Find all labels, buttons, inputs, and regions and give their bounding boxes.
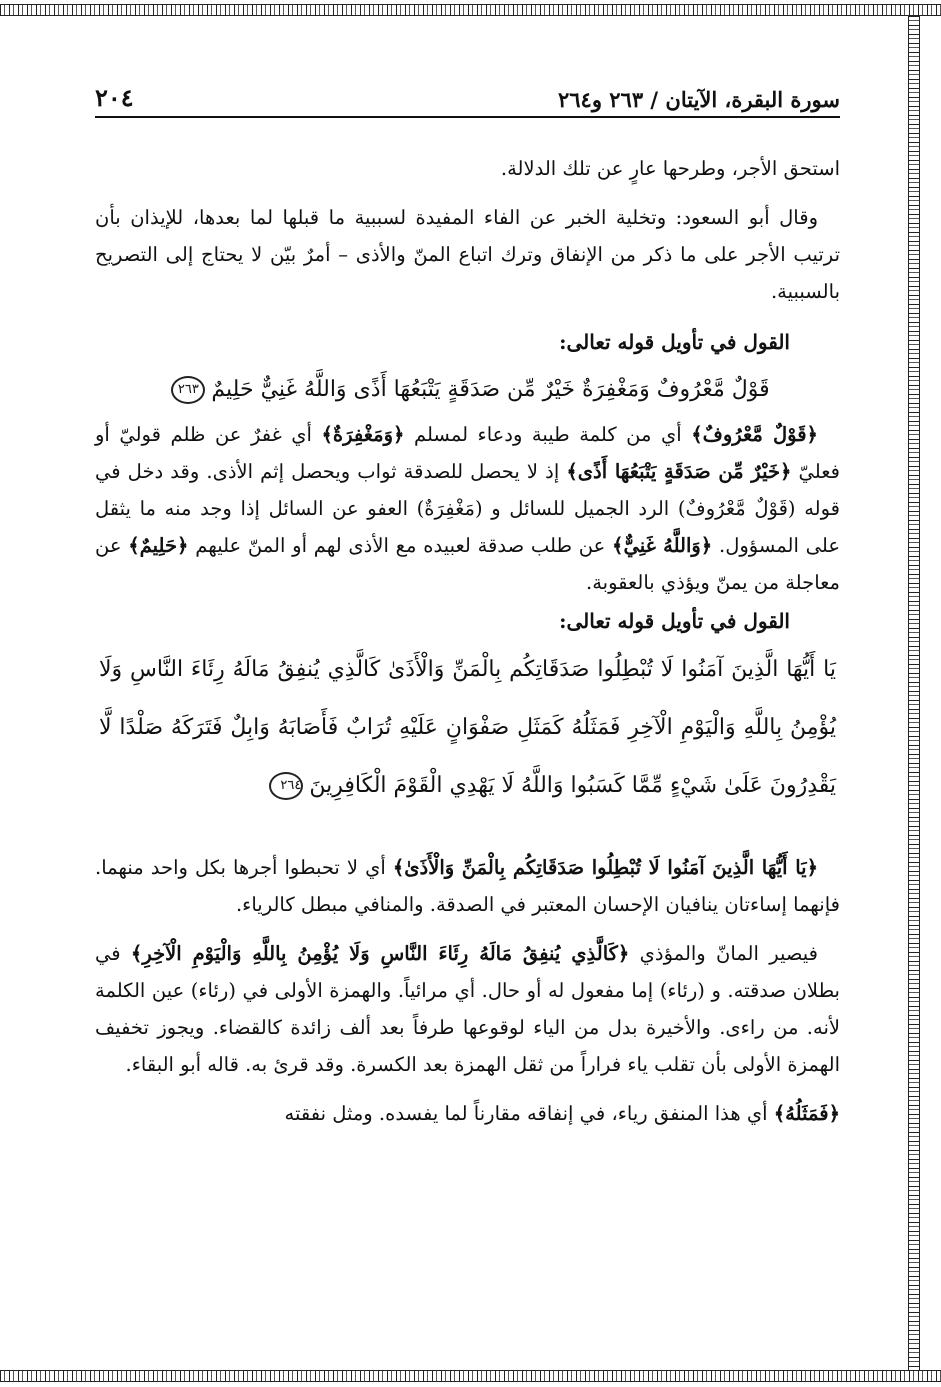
paragraph-6 xyxy=(95,1095,840,1132)
top-decorative-border xyxy=(0,4,941,16)
bottom-decorative-border xyxy=(0,1370,941,1382)
section-heading-1: القول في تأويل قوله تعالى: xyxy=(559,330,790,354)
page-header xyxy=(95,82,840,118)
quote: ﴿خَيْرٌ مِّن صَدَقَةٍ يَتْبَعُهَا أَذًى﴾ xyxy=(566,460,792,483)
paragraph-4 xyxy=(95,849,840,923)
page-number: ٢٠٤ xyxy=(95,83,134,112)
verse-text: قَوْلٌ مَّعْرُوفٌ وَمَغْفِرَةٌ خَيْرٌ مِّن صَدَقَةٍ يَتْبَعُهَا أَذًى وَاللَّهُ غَنِيٌّ حَلِيمٌ xyxy=(211,377,770,402)
quran-verse-264 xyxy=(95,641,840,815)
verse-text: يَا أَيُّهَا الَّذِينَ آمَنُوا لَا تُبْطِلُوا صَدَقَاتِكُم بِالْمَنِّ وَالْأَذَىٰ كَالَّذِي يُنفِقُ مَالَهُ رِئَاءَ النَّاسِ وَلَا يُؤْمِنُ بِاللَّهِ وَالْيَوْمِ الْآخِرِ فَمَثَلُهُ كَمَثَلِ صَفْوَانٍ عَلَيْهِ تُرَابٌ فَأَصَابَهُ وَابِلٌ فَتَرَكَهُ صَلْدًا لَّا يَقْدِرُونَ عَلَىٰ شَيْءٍ مِّمَّا كَسَبُوا وَاللَّهُ لَا يَهْدِي الْقَوْمَ الْكَافِرِينَ xyxy=(99,657,836,798)
text: عن معاجلة من يمنّ ويؤذي بالعقوبة. xyxy=(95,534,840,594)
text: فيصير المانّ والمؤذي xyxy=(629,942,818,965)
page-body xyxy=(95,150,840,1132)
paragraph-1: استحق الأجر، وطرحها عارٍ عن تلك الدلالة. xyxy=(500,157,840,180)
running-title: سورة البقرة، الآيتان / ٢٦٣ و٢٦٤ xyxy=(557,87,840,112)
right-decorative-border xyxy=(908,16,920,1370)
paragraph-3 xyxy=(95,416,840,601)
paragraph-2: وقال أبو السعود: وتخلية الخبر عن الفاء المفيدة لسببية ما قبلها لما بعدها، للإيذان بأن ترتيب الأجر على ما ذكر من الإنفاق وترك اتباع المنّ والأذى – أمرٌ بيّن لا يحتاج إلى التصريح بالسببية. xyxy=(95,206,840,303)
text: أي من كلمة طيبة ودعاء لمسلم xyxy=(404,423,692,446)
quote: ﴿حَلِيمٌ﴾ xyxy=(128,534,189,557)
text: أي غفرٌ عن ظلم قوليّ أو فعليّ xyxy=(95,423,840,483)
text: أي لا تحبطوا أجرها بكل واحد منهما. فإنهما إساءتان ينافيان الإحسان المعتبر في الصدقة. والمنافي مبطل كالرياء. xyxy=(95,856,840,916)
text: إذ لا يحصل للصدقة ثواب ويحصل إثم الأذى. وقد دخل في قوله (قَوْلٌ مَّعْرُوفٌ) الرد الجميل للسائل و (مَغْفِرَةٌ) العفو عن السائل إذا وجد منه ما يثقل على المسؤول. xyxy=(95,460,840,557)
quote: ﴿قَوْلٌ مَّعْرُوفٌ﴾ xyxy=(691,423,818,446)
text: عن طلب صدقة لعبيده مع الأذى لهم أو المنّ عليهم xyxy=(188,534,613,557)
quote: ﴿يَا أَيُّهَا الَّذِينَ آمَنُوا لَا تُبْطِلُوا صَدَقَاتِكُم بِالْمَنِّ وَالْأَذَىٰ﴾ xyxy=(392,856,818,879)
paragraph-5 xyxy=(95,935,840,1083)
ayah-number-marker: ٢٦٤ xyxy=(269,772,303,800)
quote: ﴿كَالَّذِي يُنفِقُ مَالَهُ رِئَاءَ النَّاسِ وَلَا يُؤْمِنُ بِاللَّهِ وَالْيَوْمِ الْآخِرِ﴾ xyxy=(130,942,630,965)
quote: ﴿وَمَغْفِرَةٌ﴾ xyxy=(321,423,405,446)
section-heading-2: القول في تأويل قوله تعالى: xyxy=(559,609,790,633)
quran-verse-263 xyxy=(95,366,840,414)
text: أي هذا المنفق رياء، في إنفاقه مقارناً لما يفسده. ومثل نفقته xyxy=(284,1102,774,1125)
text: في بطلان صدقته. و (رئاء) إما مفعول له أو حال. أي مرائياً. والهمزة الأولى في (رئاء) عين الكلمة لأنه. من راءى. والأخيرة بدل من الياء لوقوعها طرفاً بعد ألف زائدة كالقضاء. ويجوز تخفيف الهمزة الأولى بأن تقلب ياء فراراً من ثقل الهمزة بعد الكسرة. وقد قرئ به. قاله أبو البقاء. xyxy=(95,942,840,1076)
quote: ﴿وَاللَّهُ غَنِيٌّ﴾ xyxy=(612,534,713,557)
ayah-number-marker: ٢٦٣ xyxy=(171,376,205,404)
quote: ﴿فَمَثَلُهُ﴾ xyxy=(773,1102,840,1125)
